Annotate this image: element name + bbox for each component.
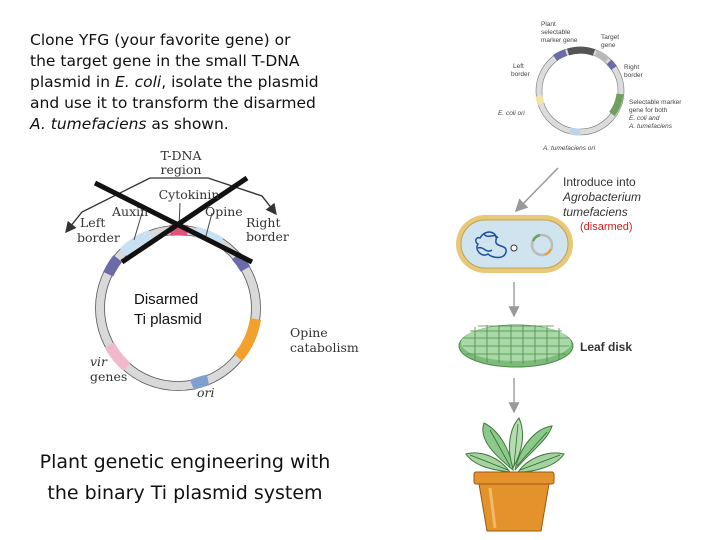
disarmed-label-1: Disarmed — [134, 291, 199, 308]
disarmed-note: (disarmed) — [580, 221, 633, 233]
ti-plasmid-icon — [511, 245, 517, 251]
opine-label: Opine — [205, 204, 243, 219]
left-border-segment — [108, 259, 118, 275]
ecoli-ori-segment — [539, 96, 541, 104]
binary-left-border-segment — [555, 53, 566, 59]
intro-line-3: plasmid in E. coli, isolate the plasmid — [30, 73, 319, 91]
ti-plasmid — [66, 148, 359, 400]
vir-segment — [110, 345, 128, 367]
intro-line-4: and use it to transform the disarmed — [30, 94, 316, 112]
intro-line-2: the target gene in the small T-DNA — [30, 52, 300, 70]
plant-marker-label-3: marker gene — [541, 37, 578, 44]
caption-line-2: the binary Ti plasmid system — [47, 482, 323, 504]
ti-right-border-label-2: border — [246, 229, 289, 244]
introduce-label-3: tumefaciens — [563, 205, 628, 219]
vir-label-2: genes — [90, 369, 128, 384]
binary-left-border-label-1: Left — [513, 63, 524, 70]
selectable-marker-label-1: Selectable marker — [629, 99, 682, 106]
opine-catabolism-segment — [238, 319, 256, 358]
pot-rim — [474, 472, 554, 484]
transgenic-plant — [466, 418, 564, 531]
plant-marker-label-1: Plant — [541, 21, 556, 28]
target-gene-segment — [596, 53, 607, 60]
disarmed-label-2: Ti plasmid — [134, 311, 202, 328]
tdna-label-1: T-DNA — [160, 148, 202, 163]
binary-right-border-segment — [609, 62, 614, 68]
tdna-label-2: region — [160, 162, 202, 177]
binary-plasmid-ring — [539, 50, 621, 132]
auxin-label: Auxin — [112, 204, 149, 219]
intro-line-1: Clone YFG (your favorite gene) or — [30, 31, 291, 49]
cytokinin-label: Cytokinin — [158, 187, 220, 202]
opine-catabolism-label-2: catabolism — [290, 340, 359, 355]
ti-right-border-label-1: Right — [246, 215, 281, 230]
introduce-arrow — [516, 168, 558, 211]
atum-ori-segment — [570, 131, 580, 132]
ti-left-border-label-2: border — [77, 230, 120, 245]
vir-label-1: vir — [90, 354, 108, 369]
plant-marker-segment — [568, 50, 594, 52]
ecoli-ori-label: E. coli ori — [498, 110, 525, 117]
leaf-disk-label: Leaf disk — [580, 340, 633, 354]
binary-right-border-label-1: Right — [624, 64, 640, 71]
ori-label: ori — [197, 385, 215, 400]
target-gene-label-2: gene — [601, 42, 616, 49]
ti-left-border-label-1: Left — [80, 215, 106, 230]
figure-caption — [20, 447, 350, 509]
introduce-label-1: Introduce into — [563, 175, 636, 189]
binary-plasmid — [498, 21, 682, 152]
target-gene-label-1: Target — [601, 34, 620, 41]
binary-right-border-label-2: border — [624, 72, 643, 79]
selectable-marker-label-3: E. coli and — [629, 115, 660, 122]
opine-catabolism-label-1: Opine — [290, 325, 328, 340]
transformation-steps — [456, 168, 641, 531]
intro-line-5: A. tumefaciens as shown. — [30, 115, 229, 133]
leaf-disk — [459, 325, 573, 367]
caption-line-1: Plant genetic engineering with — [39, 451, 331, 473]
selectable-marker-label-4: A. tumefaciens — [629, 123, 672, 130]
plant-marker-label-2: selectable — [541, 29, 571, 36]
binary-left-border-label-2: border — [511, 71, 530, 78]
selectable-marker-label-2: gene for both — [629, 107, 668, 114]
atum-ori-label: A. tumefaciens ori — [543, 145, 596, 152]
introduce-label-2: Agrobacterium — [563, 190, 642, 204]
